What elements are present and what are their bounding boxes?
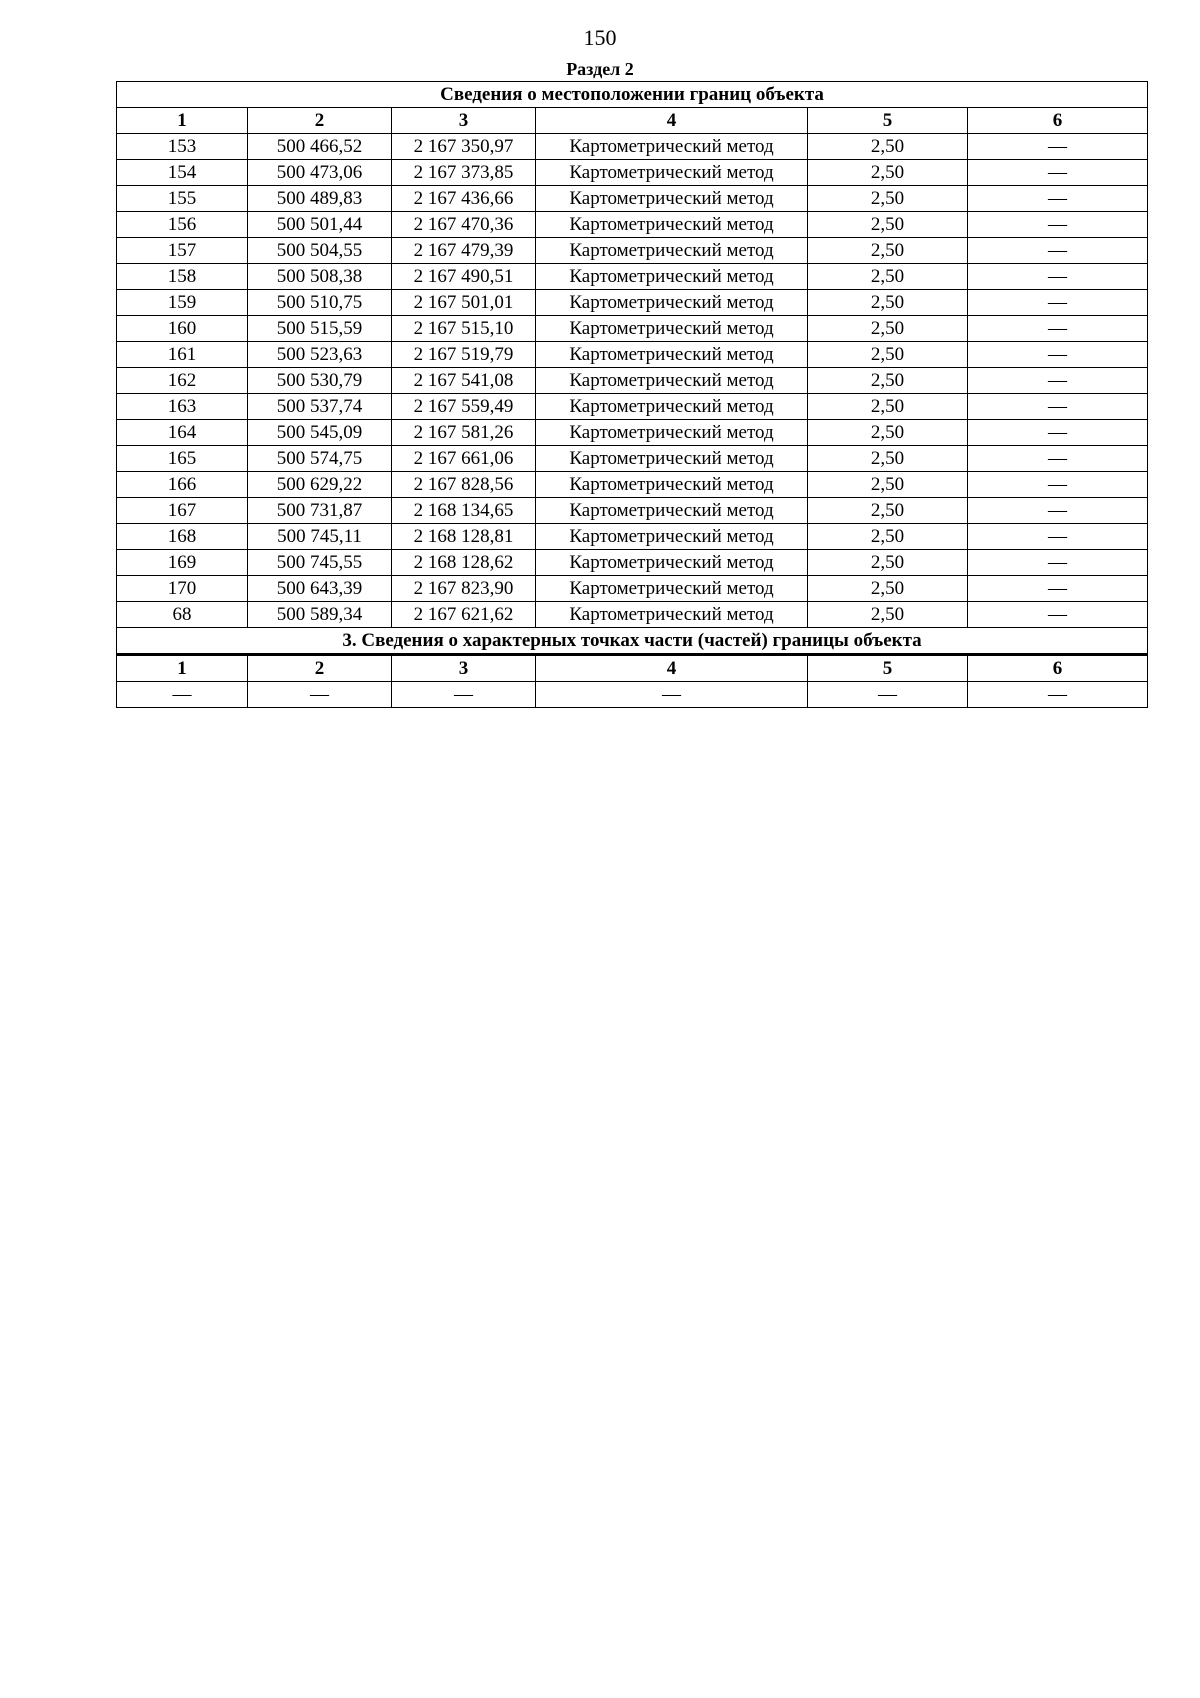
table-cell: 2 167 541,08 [392,368,536,394]
table-cell: — [968,290,1148,316]
table-row [117,446,1148,472]
table-row [117,602,1148,628]
table-cell: 500 545,09 [248,420,392,446]
table-cell: 168 [117,524,248,550]
table-cell: 2 167 501,01 [392,290,536,316]
table-row [117,498,1148,524]
table-cell: 500 574,75 [248,446,392,472]
table-cell: 154 [117,160,248,186]
table-cell: Картометрический метод [536,316,808,342]
table-cell: — [968,446,1148,472]
table-cell: 500 510,75 [248,290,392,316]
table-cell: Картометрический метод [536,472,808,498]
table-cell: 2 [248,655,392,682]
table-cell: Картометрический метод [536,524,808,550]
table-cell: 500 508,38 [248,264,392,290]
table-cell: — [248,682,392,708]
table-cell: — [968,602,1148,628]
table-cell: 2,50 [808,368,968,394]
table-cell: Картометрический метод [536,160,808,186]
table-cell: Картометрический метод [536,290,808,316]
table-cell: 2,50 [808,420,968,446]
table-cell: 165 [117,446,248,472]
table-cell: 2,50 [808,446,968,472]
table-cell: 2,50 [808,134,968,160]
section-title: Раздел 2 [566,59,634,79]
table-row [117,472,1148,498]
table-cell: 164 [117,420,248,446]
table-cell: 68 [117,602,248,628]
table-cell: 161 [117,342,248,368]
section3-heading-row [117,628,1148,655]
table-cell: 2,50 [808,576,968,602]
table-cell: — [968,576,1148,602]
table-heading-row [117,82,1148,108]
table-cell: 2,50 [808,602,968,628]
table-cell: 2 167 661,06 [392,446,536,472]
table-cell: 2 167 559,49 [392,394,536,420]
table-cell: 2 167 621,62 [392,602,536,628]
table-cell: 170 [117,576,248,602]
table-cell: 2 167 350,97 [392,134,536,160]
table-cell: 153 [117,134,248,160]
table-cell: 6 [968,655,1148,682]
table-cell: 2,50 [808,160,968,186]
table-cell: 2 167 436,66 [392,186,536,212]
table-row [117,160,1148,186]
column-number: 2 [248,108,392,134]
table-cell: — [968,264,1148,290]
table-row [117,316,1148,342]
table-cell: — [968,550,1148,576]
table-cell: — [117,682,248,708]
table-cell: 3 [392,655,536,682]
table-row [117,394,1148,420]
table-cell: 2 168 134,65 [392,498,536,524]
section3-heading: 3. Сведения о характерных точках части (частей) границы объекта [117,628,1148,655]
table-cell: 162 [117,368,248,394]
table-cell: — [968,524,1148,550]
table-cell: 500 523,63 [248,342,392,368]
coordinates-table [116,81,1148,708]
column-number: 5 [808,108,968,134]
table-cell: 2,50 [808,394,968,420]
table-cell: 500 537,74 [248,394,392,420]
table-cell: 2,50 [808,550,968,576]
table-cell: 1 [117,655,248,682]
table-cell: 156 [117,212,248,238]
column-number: 1 [117,108,248,134]
table-cell: — [968,682,1148,708]
table-cell: 500 530,79 [248,368,392,394]
table-cell: 500 473,06 [248,160,392,186]
table-cell: 2,50 [808,472,968,498]
table-cell: — [968,368,1148,394]
table-row [117,134,1148,160]
table-cell: 500 501,44 [248,212,392,238]
section3-column-number-row [117,655,1148,682]
table-cell: 2,50 [808,238,968,264]
table-cell: 2 168 128,62 [392,550,536,576]
table-cell: 155 [117,186,248,212]
table-cell: Картометрический метод [536,368,808,394]
table-cell: 2 167 479,39 [392,238,536,264]
table-cell: 2 167 490,51 [392,264,536,290]
table-row [117,186,1148,212]
table-cell: 2 167 581,26 [392,420,536,446]
column-number-row [117,108,1148,134]
table-cell: Картометрический метод [536,602,808,628]
table-cell: Картометрический метод [536,134,808,160]
table-row [117,290,1148,316]
table-cell: 500 731,87 [248,498,392,524]
table-cell: — [808,682,968,708]
table-cell: 163 [117,394,248,420]
table-cell: — [968,472,1148,498]
table-cell: 160 [117,316,248,342]
table-row [117,368,1148,394]
table-cell: Картометрический метод [536,264,808,290]
table-cell: Картометрический метод [536,446,808,472]
table-cell: — [536,682,808,708]
table-heading: Сведения о местоположении границ объекта [117,82,1148,108]
table-cell: 500 745,11 [248,524,392,550]
table-row [117,682,1148,708]
table-cell: Картометрический метод [536,420,808,446]
table-cell: Картометрический метод [536,394,808,420]
table-row [117,264,1148,290]
table-cell: 500 504,55 [248,238,392,264]
table-cell: 2 167 373,85 [392,160,536,186]
table-cell: 2,50 [808,498,968,524]
table-cell: 167 [117,498,248,524]
table-cell: — [968,498,1148,524]
table-cell: — [968,186,1148,212]
table-cell: — [968,212,1148,238]
table-cell: 500 489,83 [248,186,392,212]
table-cell: 4 [536,655,808,682]
column-number: 6 [968,108,1148,134]
table-cell: 500 589,34 [248,602,392,628]
table-cell: 500 745,55 [248,550,392,576]
table-row [117,238,1148,264]
table-row [117,576,1148,602]
table-cell: 2 168 128,81 [392,524,536,550]
table-cell: 166 [117,472,248,498]
table-cell: Картометрический метод [536,498,808,524]
table-cell: 2,50 [808,316,968,342]
table-cell: — [968,420,1148,446]
table-cell: 158 [117,264,248,290]
table-cell: 2 167 470,36 [392,212,536,238]
table-cell: — [968,342,1148,368]
table-cell: 2,50 [808,342,968,368]
table-cell: 500 629,22 [248,472,392,498]
table-cell: Картометрический метод [536,576,808,602]
table-row [117,524,1148,550]
table-row [117,212,1148,238]
table-cell: — [968,134,1148,160]
table-cell: 2 167 519,79 [392,342,536,368]
table-cell: Картометрический метод [536,238,808,264]
table-row [117,420,1148,446]
table-cell: 500 466,52 [248,134,392,160]
column-number: 3 [392,108,536,134]
table-cell: 5 [808,655,968,682]
table-cell: 159 [117,290,248,316]
column-number: 4 [536,108,808,134]
table-cell: Картометрический метод [536,342,808,368]
table-cell: 2,50 [808,212,968,238]
table-row [117,550,1148,576]
table-cell: — [968,160,1148,186]
table-cell: 2,50 [808,524,968,550]
table-cell: 2 167 823,90 [392,576,536,602]
table-cell: 169 [117,550,248,576]
table-cell: 2 167 515,10 [392,316,536,342]
table-cell: — [968,394,1148,420]
table-cell: 157 [117,238,248,264]
table-cell: 2,50 [808,264,968,290]
table-cell: 2 167 828,56 [392,472,536,498]
table-cell: — [968,316,1148,342]
table-cell: Картометрический метод [536,186,808,212]
table-row [117,342,1148,368]
table-cell: 500 515,59 [248,316,392,342]
page-number: 150 [583,25,617,50]
table-cell: 500 643,39 [248,576,392,602]
table-cell: 2,50 [808,186,968,212]
table-cell: 2,50 [808,290,968,316]
table-cell: Картометрический метод [536,550,808,576]
table-cell: Картометрический метод [536,212,808,238]
table-cell: — [392,682,536,708]
table-cell: — [968,238,1148,264]
